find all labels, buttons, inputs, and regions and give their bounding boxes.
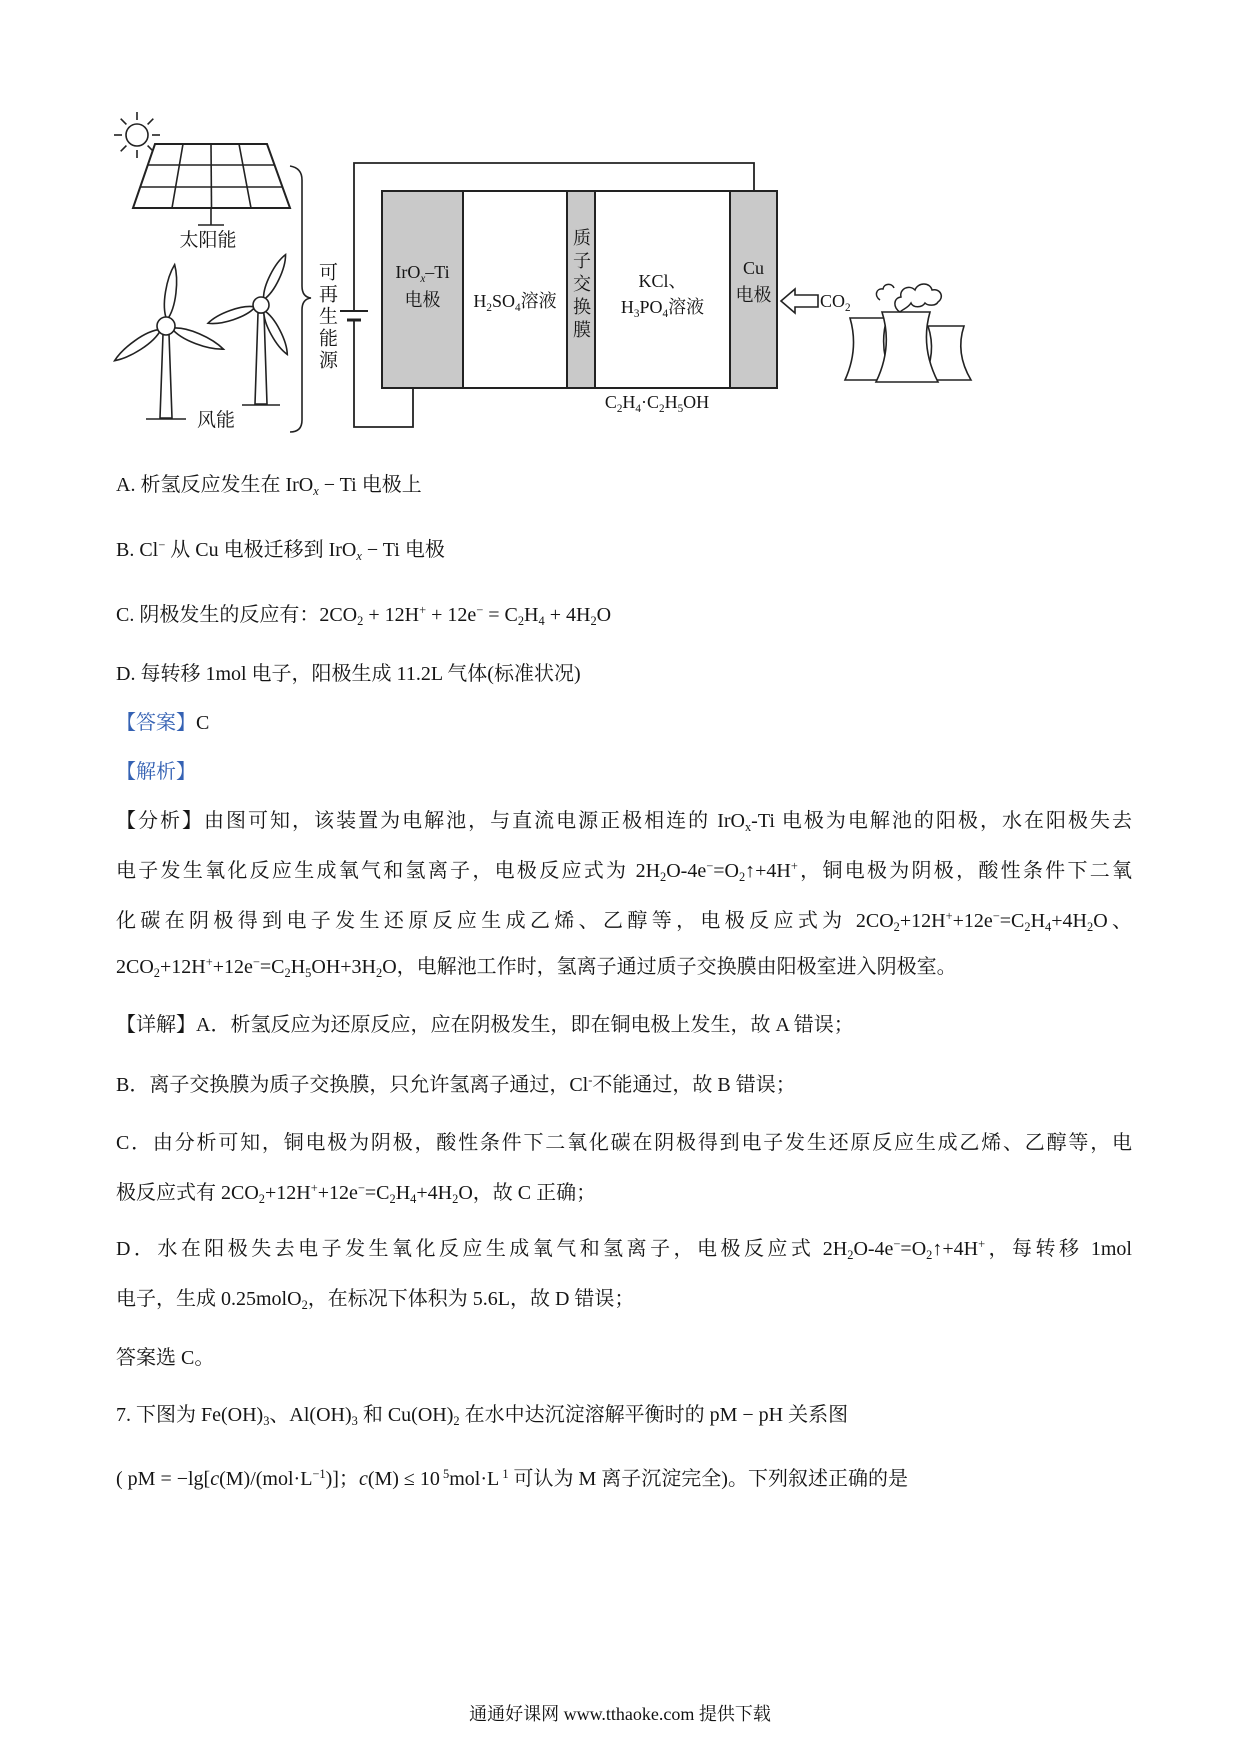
text-run: OH+3H [311, 956, 376, 978]
text-run: 1 [499, 1467, 509, 1482]
text-run: − [252, 955, 260, 970]
text-run: D. 每转移 1mol 电子，阳极生成 11.2L 气体(标准状况) [116, 663, 581, 685]
text-run: C．由分析可知，铜电极为阴极，酸性条件下二氧化碳在阴极得到电子发生还原反应生成乙烯、乙醇等，电 [116, 1132, 1132, 1154]
text-run: 4 [1045, 919, 1052, 934]
text-run: ·C [641, 392, 659, 412]
text-run: + 4H [544, 604, 591, 626]
text-run: c [358, 1468, 368, 1490]
wind-turbine-icon [206, 253, 291, 405]
text-run: 溶液 [520, 291, 557, 311]
text-run: 2 [453, 1413, 460, 1428]
text-run: +12H [899, 910, 946, 932]
text-run: ，每转移 1mol [985, 1238, 1132, 1260]
text-run: 溶液 [668, 297, 705, 317]
text-run: 2 [375, 965, 383, 980]
text-run: 5 [305, 965, 312, 980]
text-run: ，铜电极为阴极，酸性条件下二氧 [797, 860, 1133, 882]
text-run: + [978, 1237, 986, 1252]
text-run: 2 [590, 613, 597, 628]
answer-value: C [196, 712, 210, 734]
text-run: 4 [538, 613, 545, 628]
text-run: 2 [616, 402, 623, 415]
text-run: 5 [439, 1467, 450, 1482]
text-run: =C [259, 956, 285, 978]
factory-icon [845, 312, 971, 382]
text-run: O-4e [853, 1238, 894, 1260]
text-run: − [706, 859, 714, 874]
wind-turbine-icon [112, 264, 226, 419]
text-run: +4H [416, 1182, 453, 1204]
text-run: +12e [317, 1182, 358, 1204]
smoke-icon [876, 284, 894, 300]
text-run: + [205, 955, 213, 970]
detail-line [116, 1285, 634, 1313]
text-run: B．离子交换膜为质子交换膜，只允许氢离子通过，Cl [116, 1074, 589, 1096]
detail-line [116, 1011, 854, 1039]
text-run: O，电解池工作时，氢离子通过质子交换膜由阳极室进入阴极室。 [382, 956, 957, 978]
text-run: 2 [153, 965, 160, 980]
text-run: 可认为 M 离子沉淀完全)。下列叙述正确的是 [508, 1468, 908, 1490]
text-run: 2 [847, 1247, 854, 1262]
catholyte-label-line2 [595, 295, 730, 319]
text-run: 2 [517, 613, 525, 628]
text-run: 5 [677, 402, 684, 415]
text-run: (M)/(mol·L [219, 1468, 313, 1490]
anolyte-label [463, 289, 567, 313]
text-run: 2 [893, 919, 900, 934]
text-run: )]； [325, 1468, 359, 1490]
text-run: O，故 C 正确； [458, 1182, 597, 1204]
detail-line [116, 1235, 1132, 1263]
electrolysis-diagram [0, 0, 1240, 450]
co2-label [820, 289, 860, 313]
text-run: + [419, 603, 427, 618]
text-run: x [313, 483, 319, 498]
text-run: O [596, 604, 612, 626]
analysis-line [116, 857, 1132, 885]
text-run: − [476, 603, 484, 618]
anode-word-label: 电极 [404, 290, 441, 310]
detail-line [116, 1179, 596, 1207]
co2-arrow-icon [781, 289, 818, 313]
products-label [577, 390, 737, 414]
text-run: 2 [357, 613, 364, 628]
text-run: =C [999, 910, 1025, 932]
text-run: C [604, 392, 617, 412]
text-run: H [620, 297, 634, 317]
text-run: 2 [258, 1191, 265, 1206]
wind-energy-label: 风能 [196, 410, 235, 431]
text-run: − [357, 1181, 365, 1196]
text-run: 2 [659, 402, 665, 415]
curly-bracket [290, 166, 311, 432]
text-run: − [992, 909, 1000, 924]
text-run: CO [820, 291, 846, 311]
text-run: − [158, 538, 166, 553]
text-run: +4H [1051, 910, 1087, 932]
option-b [116, 536, 445, 564]
question-7-line [116, 1465, 908, 1493]
analysis-line [116, 907, 1132, 935]
text-run: =C [364, 1182, 390, 1204]
text-run: H [664, 392, 678, 412]
solar-energy-label: 太阳能 [179, 230, 237, 251]
text-run: + [790, 859, 798, 874]
text-run: 2 [452, 1191, 459, 1206]
text-run: 3 [633, 307, 640, 320]
text-run: − [893, 1237, 901, 1252]
membrane-label: 质子交换膜 [571, 228, 591, 343]
text-run: 3 [263, 1413, 270, 1428]
renewable-energy-label: 可再生能源 [316, 262, 337, 372]
question-7-line [116, 1401, 848, 1429]
text-run: +12e [952, 910, 993, 932]
solar-panel-icon [133, 144, 290, 225]
text-run: =O [713, 860, 739, 882]
text-run: A. 析氢反应发生在 IrO [116, 474, 314, 496]
text-run: ( pM = −lg[ [116, 1468, 211, 1490]
battery-symbol [340, 311, 368, 320]
text-run: − Ti 电极 [361, 539, 445, 561]
text-run: 2 [660, 869, 667, 884]
text-run: 2CO [116, 956, 154, 978]
cathode-word-label: 电极 [735, 285, 772, 305]
text-run: =O [900, 1238, 927, 1260]
text-run: 4 [662, 307, 669, 320]
text-run: c [210, 1468, 220, 1490]
analysis-label: 【解析】 [116, 761, 196, 783]
text-run: 2 [284, 965, 291, 980]
text-run: x [356, 548, 362, 563]
text-run: OH [683, 392, 710, 412]
answer-line [116, 709, 209, 737]
detail-line [116, 1071, 796, 1099]
anode-name-label [382, 260, 463, 284]
option-a [116, 471, 422, 499]
text-run: 在水中达沉淀溶解平衡时的 pM − pH 关系图 [459, 1404, 849, 1426]
text-run: mol·L [449, 1468, 500, 1490]
text-run: +12e [212, 956, 253, 978]
text-run: 【分析】由图可知，该装置为电解池，与直流电源正极相连的 IrO [116, 810, 745, 832]
text-run: 2 [301, 1297, 308, 1312]
text-run: = C [483, 604, 518, 626]
text-run: 、Al(OH) [269, 1404, 352, 1426]
text-run: O、 [1093, 910, 1132, 932]
text-run: +12H [265, 1182, 311, 1204]
text-run: ↑+4H [932, 1238, 979, 1260]
diagram-graphic [0, 0, 1240, 450]
text-run: + 12H [363, 604, 420, 626]
text-run: 2 [389, 1191, 396, 1206]
text-run: 4 [635, 402, 641, 415]
text-run: H [473, 291, 487, 311]
cathode-name-label: Cu [742, 258, 764, 278]
text-run: 极反应式有 2CO [116, 1182, 259, 1204]
text-run: D．水在阳极失去电子发生氧化反应生成氧气和氢离子，电极反应式 2H [116, 1238, 848, 1260]
text-run: 从 Cu 电极迁移到 IrO [165, 539, 357, 561]
analysis-line [116, 807, 1132, 835]
analysis-line [116, 953, 957, 981]
text-run: 【详解】A．析氢反应为还原反应，应在阴极发生，即在铜电极上发生，故 A 错误； [116, 1014, 854, 1036]
text-run: − Ti 电极上 [318, 474, 422, 496]
text-run: -Ti 电极为电解池的阳极，水在阳极失去 [751, 810, 1132, 832]
text-run: H [524, 604, 539, 626]
text-run: x [744, 819, 752, 834]
option-d [116, 660, 581, 688]
text-run: B. Cl [116, 539, 159, 561]
text-run: 2 [1086, 919, 1094, 934]
text-run: 2 [845, 301, 851, 314]
text-run: H [290, 956, 306, 978]
text-run: PO [639, 297, 663, 317]
conclusion-line: 答案选 C。 [116, 1347, 215, 1369]
text-run: C. 阴极发生的反应有：2CO [116, 604, 358, 626]
answer-label: 【答案】 [116, 712, 196, 734]
text-run: SO [491, 291, 515, 311]
text-run: (M) ≤ 10 [367, 1468, 440, 1490]
text-run: 化碳在阴极得到电子发生还原反应生成乙烯、乙醇等，电极反应式为 2CO [116, 910, 894, 932]
text-run: H [1030, 910, 1046, 932]
text-run: 3 [351, 1413, 358, 1428]
detail-line [116, 1129, 1132, 1157]
text-run: 2 [486, 301, 492, 314]
text-run: 4 [515, 301, 521, 314]
text-run: H [395, 1182, 411, 1204]
text-run: 和 Cu(OH) [357, 1404, 454, 1426]
text-run: 不能通过，故 B 错误； [592, 1074, 796, 1096]
page-footer: 通通好课网 www.tthaoke.com 提供下载 [469, 1704, 771, 1724]
text-run: −1 [312, 1467, 326, 1482]
analysis-heading [116, 758, 196, 786]
text-run: ↑+4H [745, 860, 791, 882]
text-run: 电子，生成 0.25molO [116, 1288, 302, 1310]
text-run: –Ti [425, 262, 450, 282]
text-run: ，在标况下体积为 5.6L，故 D 错误； [307, 1288, 635, 1310]
text-run: +12H [160, 956, 206, 978]
text-run: 4 [410, 1191, 417, 1206]
text-run: O-4e [666, 860, 707, 882]
smoke-icon [895, 284, 941, 312]
text-run: IrO [395, 262, 421, 282]
text-run: H [622, 392, 636, 412]
text-run: + [945, 909, 953, 924]
text-run: 2 [926, 1247, 933, 1262]
text-run: 电子发生氧化反应生成氧气和氢离子，电极反应式为 2H [116, 860, 661, 882]
text-run: 2 [1024, 919, 1031, 934]
text-run: 7. 下图为 Fe(OH) [116, 1404, 264, 1426]
text-run: - [588, 1073, 593, 1088]
text-run: 2 [738, 869, 746, 884]
option-c [116, 601, 611, 629]
text-run: + 12e [426, 604, 477, 626]
catholyte-label-line1: KCl、 [638, 271, 687, 291]
text-run: + [310, 1181, 318, 1196]
text-run: x [420, 272, 426, 285]
